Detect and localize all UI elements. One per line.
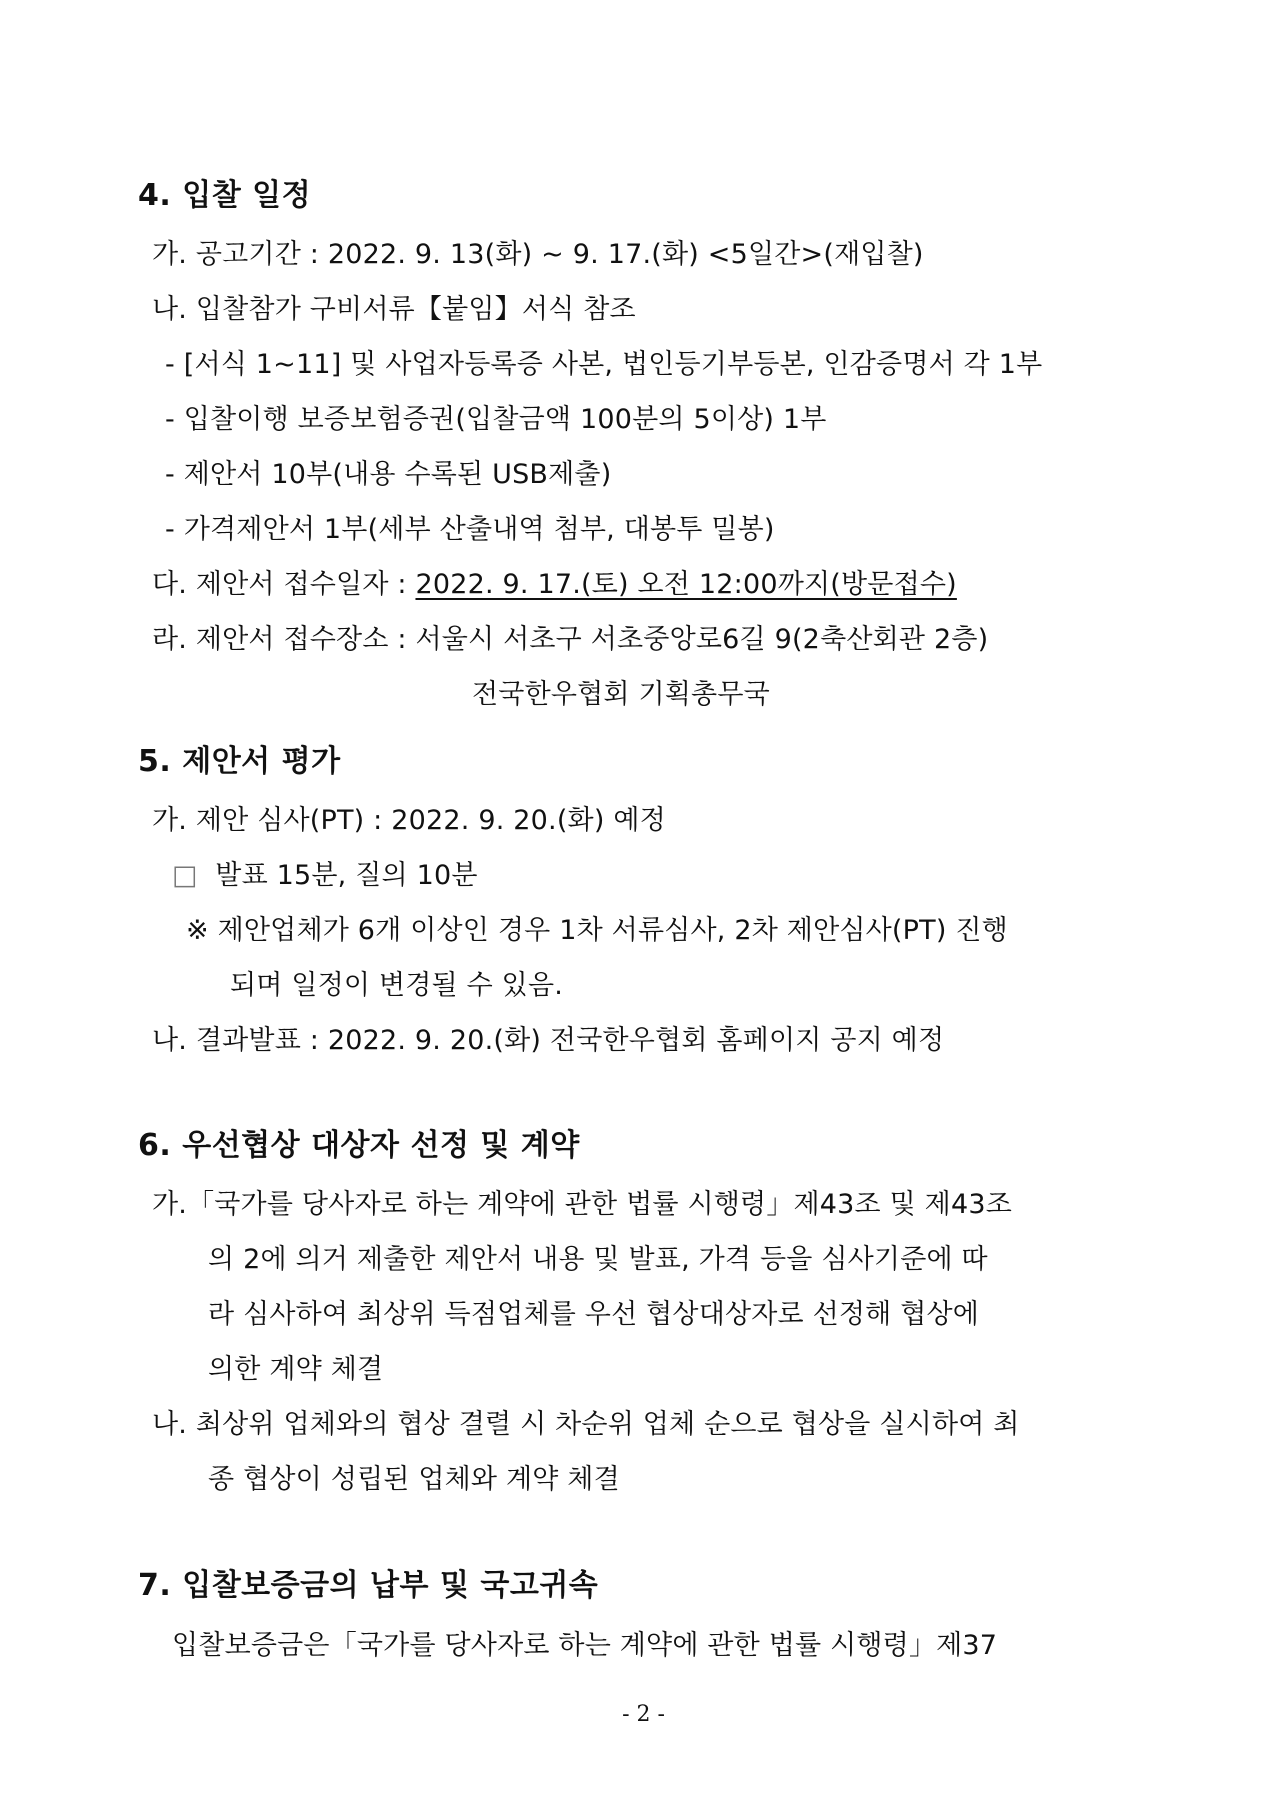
- bid-bond-text: 입찰보증금은「국가를 당사자로 하는 계약에 관한 법률 시행령」제37: [172, 1630, 998, 1661]
- review-note: ※ 제안업체가 6개 이상인 경우 1차 서류심사, 2차 제안심사(PT) 진행: [186, 915, 1008, 946]
- submission-date-value: 2022. 9. 17.(토) 오전 12:00까지(방문접수): [415, 569, 957, 600]
- section-heading-7: 7. 입찰보증금의 납부 및 국고귀속: [138, 1568, 599, 1603]
- presentation-time-text: 발표 15분, 질의 10분: [215, 860, 478, 891]
- contract-basis-continued: 라 심사하여 최상위 득점업체를 우선 협상대상자로 선정해 협상에: [208, 1299, 980, 1330]
- required-doc-item: - 가격제안서 1부(세부 산출내역 첨부, 대봉투 밀봉): [165, 514, 775, 545]
- submission-date-label: 다. 제안서 접수일자 :: [152, 569, 416, 600]
- submission-place: 라. 제안서 접수장소 : 서울시 서초구 서초중앙로6길 9(2축산회관 2층): [152, 624, 989, 655]
- section-heading-5: 5. 제안서 평가: [138, 744, 341, 779]
- negotiation-failure: 나. 최상위 업체와의 협상 결렬 시 차순위 업체 순으로 협상을 실시하여 최: [152, 1409, 1020, 1440]
- presentation-time: [172, 858, 478, 894]
- submission-date: [152, 567, 957, 603]
- section-heading-6: 6. 우선협상 대상자 선정 및 계약: [138, 1128, 580, 1163]
- announcement-period: 가. 공고기간 : 2022. 9. 13(화) ~ 9. 17.(화) <5일간>(재입찰): [152, 239, 924, 270]
- section-heading-4: 4. 입찰 일정: [138, 178, 312, 213]
- page-number: - 2 -: [622, 1702, 665, 1727]
- required-doc-item: - 입찰이행 보증보험증권(입찰금액 100분의 5이상) 1부: [165, 404, 827, 435]
- result-announcement: 나. 결과발표 : 2022. 9. 20.(화) 전국한우협회 홈페이지 공지 예정: [152, 1025, 945, 1056]
- required-doc-item: - 제안서 10부(내용 수록된 USB제출): [165, 459, 612, 490]
- proposal-review: 가. 제안 심사(PT) : 2022. 9. 20.(화) 예정: [152, 805, 666, 836]
- contract-basis-continued: 의 2에 의거 제출한 제안서 내용 및 발표, 가격 등을 심사기준에 따: [208, 1244, 988, 1275]
- contract-basis-continued: 의한 계약 체결: [208, 1354, 384, 1385]
- checkbox-bullet-icon: □: [172, 860, 198, 891]
- contract-basis: 가.「국가를 당사자로 하는 계약에 관한 법률 시행령」제43조 및 제43조: [152, 1189, 1013, 1220]
- submission-place-dept: 전국한우협회 기획총무국: [472, 679, 770, 710]
- required-documents: 나. 입찰참가 구비서류【붙임】서식 참조: [152, 294, 636, 325]
- required-doc-item: - [서식 1~11] 및 사업자등록증 사본, 법인등기부등본, 인감증명서 각 1부: [165, 349, 1043, 380]
- review-note-continued: 되며 일정이 변경될 수 있음.: [230, 970, 564, 1001]
- negotiation-failure-continued: 종 협상이 성립된 업체와 계약 체결: [208, 1464, 620, 1495]
